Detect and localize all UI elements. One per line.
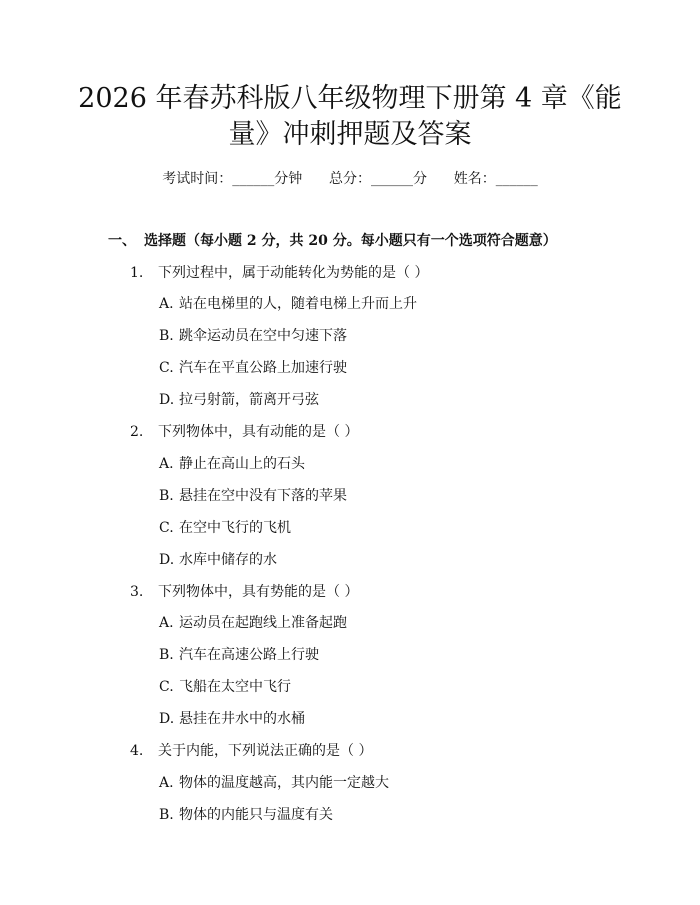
option-text: 站在电梯里的人，随着电梯上升而上升 — [179, 296, 417, 312]
option-letter: A. — [159, 456, 174, 472]
question-stem: 下列物体中，具有动能的是（ ） — [158, 424, 359, 440]
question-number: 1. — [130, 265, 144, 281]
option-text: 汽车在平直公路上加速行驶 — [179, 360, 347, 376]
question-3-option-a — [159, 612, 347, 632]
question-3-option-c — [159, 676, 291, 696]
exam-info: 考试时间：______分钟 总分：______分 姓名：______ — [162, 171, 538, 187]
option-text: 水库中储存的水 — [179, 552, 277, 568]
option-letter: B. — [159, 807, 174, 823]
option-text: 静止在高山上的石头 — [179, 456, 305, 472]
option-letter: A. — [159, 296, 174, 312]
question-4-option-a — [159, 772, 389, 792]
option-letter: C. — [159, 679, 174, 695]
question-stem: 关于内能，下列说法正确的是（ ） — [158, 743, 373, 759]
question-stem: 下列过程中，属于动能转化为势能的是（ ） — [158, 265, 429, 281]
option-text: 飞船在太空中飞行 — [179, 679, 291, 695]
option-text: 悬挂在空中没有下落的苹果 — [179, 488, 347, 504]
option-text: 拉弓射箭，箭离开弓弦 — [179, 392, 319, 408]
option-letter: A. — [159, 775, 174, 791]
option-letter: D. — [159, 711, 175, 727]
question-4 — [130, 740, 372, 760]
question-1-option-b — [159, 325, 347, 345]
document-title-line2: 量》冲刺押题及答案 — [228, 119, 472, 150]
option-letter: C. — [159, 520, 174, 536]
option-text: 物体的内能只与温度有关 — [179, 807, 333, 823]
option-text: 运动员在起跑线上准备起跑 — [179, 615, 347, 631]
section-number: 一、 — [108, 233, 136, 249]
question-2-option-d — [159, 549, 277, 569]
option-letter: B. — [159, 647, 174, 663]
question-number: 3. — [130, 584, 144, 600]
option-text: 汽车在高速公路上行驶 — [179, 647, 319, 663]
option-letter: B. — [159, 488, 174, 504]
section-heading — [108, 230, 557, 250]
option-letter: D. — [159, 552, 175, 568]
option-letter: A. — [159, 615, 174, 631]
question-1 — [130, 262, 428, 282]
question-stem: 下列物体中，具有势能的是（ ） — [158, 584, 359, 600]
question-1-option-d — [159, 389, 319, 409]
question-number: 2. — [130, 424, 144, 440]
option-letter: D. — [159, 392, 175, 408]
question-2-option-a — [159, 453, 305, 473]
document-title-line1: 2026 年春苏科版八年级物理下册第 4 章《能 — [78, 83, 622, 114]
question-1-option-a — [159, 293, 417, 313]
option-text: 跳伞运动员在空中匀速下落 — [179, 328, 347, 344]
question-2 — [130, 421, 358, 441]
option-letter: C. — [159, 360, 174, 376]
question-3 — [130, 581, 358, 601]
question-3-option-b — [159, 644, 319, 664]
question-number: 4. — [130, 743, 144, 759]
option-text: 在空中飞行的飞机 — [179, 520, 291, 536]
question-2-option-b — [159, 485, 347, 505]
option-letter: B. — [159, 328, 174, 344]
option-text: 悬挂在井水中的水桶 — [179, 711, 305, 727]
section-title: 选择题（每小题 2 分，共 20 分。每小题只有一个选项符合题意） — [144, 233, 557, 249]
question-1-option-c — [159, 357, 347, 377]
option-text: 物体的温度越高，其内能一定越大 — [179, 775, 389, 791]
question-4-option-b — [159, 804, 333, 824]
question-3-option-d — [159, 708, 305, 728]
question-2-option-c — [159, 517, 291, 537]
